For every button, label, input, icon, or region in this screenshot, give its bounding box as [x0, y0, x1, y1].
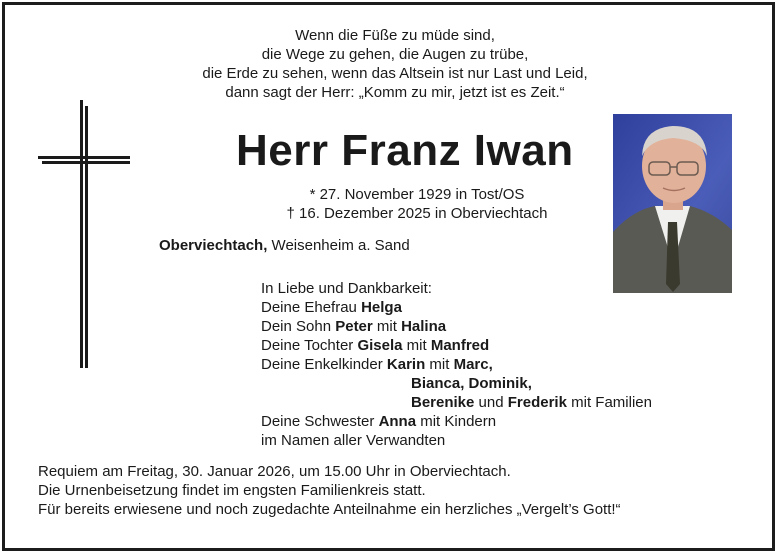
mourner-name: Karin — [386, 356, 426, 373]
connector-text: mit — [425, 356, 454, 373]
mourner-name: Helga — [361, 299, 402, 316]
residence-primary: Oberviechtach, — [159, 237, 268, 254]
requiem-line: Requiem am Freitag, 30. Januar 2026, um 15.00 Uhr in Oberviechtach. — [38, 463, 511, 480]
mourners-list — [261, 279, 652, 450]
list-item — [261, 317, 652, 336]
poem-line: dann sagt der Herr: „Komm zu mir, jetzt ist es Zeit.“ — [225, 84, 565, 101]
mourner-name: Bianca, Dominik, — [411, 375, 532, 392]
list-item — [261, 336, 652, 355]
mourner-name: Anna — [378, 413, 417, 430]
list-item — [261, 374, 652, 393]
list-item: im Namen aller Verwandten — [261, 432, 446, 449]
poem-line: die Erde zu sehen, wenn das Altsein ist nur Last und Leid, — [202, 65, 588, 82]
connector-text: und — [474, 394, 508, 411]
list-item — [261, 412, 652, 431]
poem-line: die Wege zu gehen, die Augen zu trübe, — [261, 46, 529, 63]
relation-label: Dein Sohn — [261, 318, 336, 335]
life-dates — [252, 185, 582, 223]
relation-label: Deine Enkelkinder — [261, 356, 387, 373]
birth-date: * 27. November 1929 in Tost/OS — [309, 186, 525, 203]
connector-text: mit Familien — [566, 394, 652, 411]
mourner-name: Manfred — [430, 337, 490, 354]
list-item — [261, 393, 652, 412]
poem — [150, 26, 640, 102]
list-item: In Liebe und Dankbarkeit: — [261, 280, 432, 297]
cross-icon — [36, 100, 132, 368]
mourner-name: Marc, — [453, 356, 493, 373]
connector-text: mit — [402, 337, 431, 354]
list-item — [261, 298, 652, 317]
mourner-name: Halina — [401, 318, 447, 335]
mourner-name: Gisela — [357, 337, 403, 354]
connector-text: mit — [372, 318, 402, 335]
mourner-name: Berenike — [411, 394, 475, 411]
poem-line: Wenn die Füße zu müde sind, — [295, 27, 495, 44]
death-date: † 16. Dezember 2025 in Oberviechtach — [286, 205, 548, 222]
relation-label: Deine Ehefrau — [261, 299, 362, 316]
residence-secondary: Weisenheim a. Sand — [267, 237, 410, 254]
burial-line: Die Urnenbeisetzung findet im engsten Familienkreis statt. — [38, 482, 426, 499]
mourner-name: Frederik — [507, 394, 567, 411]
service-info — [38, 462, 621, 519]
residence — [159, 237, 410, 254]
portrait-photo — [613, 114, 732, 293]
thanks-line: Für bereits erwiesene und noch zugedachte Anteilnahme ein herzliches „Vergelt’s Gott!“ — [38, 501, 621, 518]
mourner-name: Peter — [335, 318, 373, 335]
connector-text: mit Kindern — [416, 413, 497, 430]
relation-label: Deine Tochter — [261, 337, 358, 354]
deceased-name: Herr Franz Iwan — [236, 126, 574, 175]
list-item — [261, 355, 652, 374]
relation-label: Deine Schwester — [261, 413, 379, 430]
